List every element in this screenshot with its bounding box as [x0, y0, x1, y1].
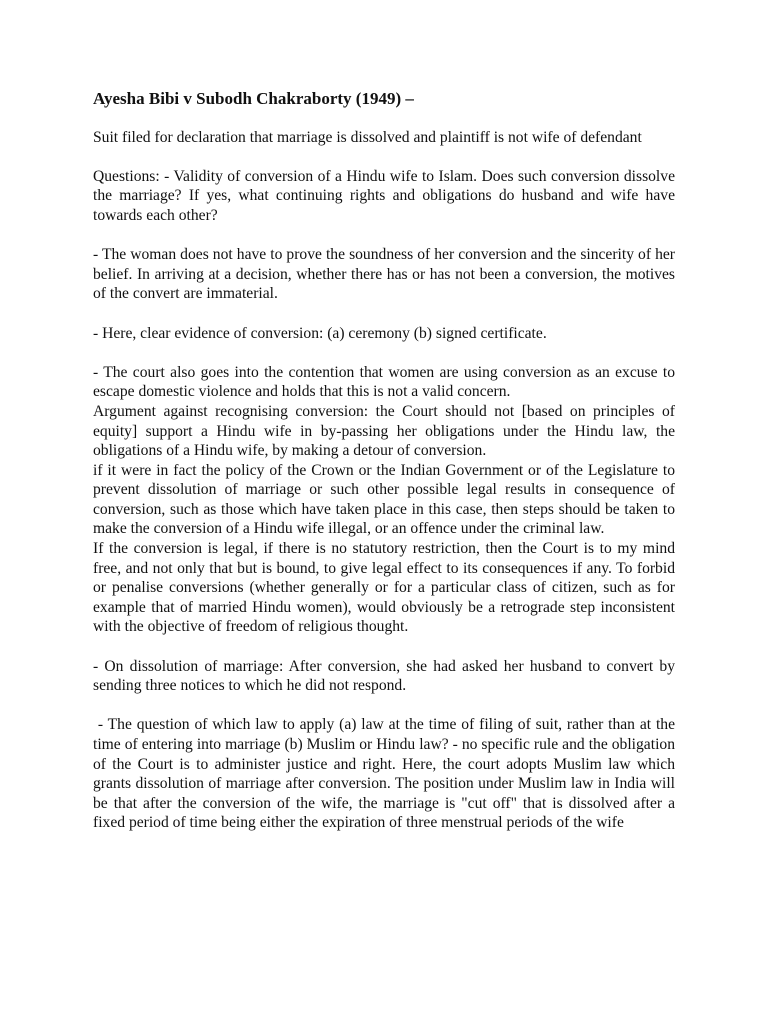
paragraph-conversion-legal: If the conversion is legal, if there is no statutory restriction, then the Court is to my mind free, and not only that but is bound, to give legal effect to its consequences if any. To forbid or penalise conversions (whether generally or for a particular class of citizen, such as for example that of married Hindu women), would obviously be a retrograde step inconsistent with the objective of freedom of religious thought.: [93, 540, 675, 636]
paragraph-domestic-violence: - The court also goes into the contention that women are using conversion as an excuse to escape domestic violence and holds that this is not a valid concern.: [93, 363, 675, 401]
paragraph-crown-policy: if it were in fact the policy of the Crown or the Indian Government or of the Legislature to prevent dissolution of marriage or such other possible legal results in consequence of conversion, such as those which have taken place in this case, then steps should be taken to make the conversion of a Hindu wife illegal, or an offence under the criminal law.: [93, 461, 675, 538]
document-title: Ayesha Bibi v Subodh Chakraborty (1949) –: [93, 89, 414, 108]
paragraph-evidence: - Here, clear evidence of conversion: (a) ceremony (b) signed certificate.: [93, 324, 547, 342]
paragraph-questions: Questions: - Validity of conversion of a Hindu wife to Islam. Does such conversion dissolve the marriage? If yes, what continuing rights and obligations do husband and wife have towards each other?: [93, 167, 675, 224]
paragraph-argument-against: Argument against recognising conversion: the Court should not [based on principles of equity] support a Hindu wife in by-passing her obligations under the Hindu law, the obligations of a Hindu wife, by making a detour of conversion.: [93, 402, 675, 460]
paragraph-gap: [93, 696, 675, 716]
paragraph-soundness: - The woman does not have to prove the soundness of her conversion and the sincerity of her belief. In arriving at a decision, whether there has or has not been a conversion, the motives of the convert are immaterial.: [93, 246, 675, 303]
paragraph-gap: [93, 147, 675, 167]
paragraph-gap: [93, 226, 675, 246]
paragraph-suit-filed: Suit filed for declaration that marriage is dissolved and plaintiff is not wife of defendant: [93, 128, 642, 146]
paragraph-which-law: - The question of which law to apply (a) law at the time of filing of suit, rather than at the time of entering into marriage (b) Muslim or Hindu law? - no specific rule and the obligation of the Court is to administer justice and right. Here, the court adopts Muslim law which grants dissolution of marriage after conversion. The position under Muslim law in India will be that after the conversion of the wife, the marriage is "cut off" that is dissolved after a fixed period of time being either the expiration of three menstrual periods of the wife: [93, 716, 679, 832]
document-page: [93, 89, 679, 833]
paragraph-gap: [93, 343, 675, 363]
paragraph-gap: [93, 304, 675, 324]
paragraph-gap: [93, 637, 675, 657]
paragraph-dissolution: - On dissolution of marriage: After conversion, she had asked her husband to convert by sending three notices to which he did not respond.: [93, 657, 675, 695]
